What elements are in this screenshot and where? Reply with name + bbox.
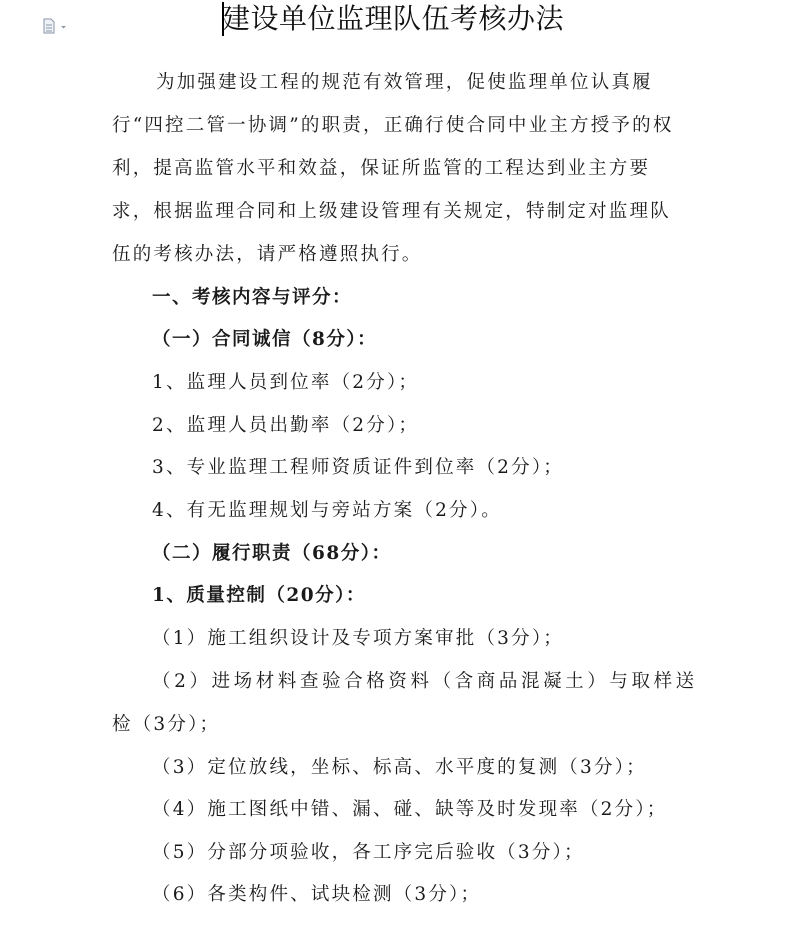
list-item: （1）施工组织设计及专项方案审批（3分）；	[152, 628, 564, 649]
intro-text: 为加强建设工程的规范有效管理，促使监理单位认真履行“四控二管一协调”的职责，正确行使合同中业主方授予的权利，提高监管水平和效益，保证所监管的工程达到业主方要求，根据监理合同和上级建设管理有关规定，特制定对监理队伍的考核办法，请严格遵照执行。	[112, 72, 674, 265]
document-title: 建设单位监理队伍考核办法	[222, 2, 565, 35]
document-icon[interactable]	[42, 18, 68, 34]
item-heading-quality: 1、质量控制（20分）：	[152, 585, 366, 606]
list-item: 4、有无监理规划与旁站方案（2分）。	[152, 500, 502, 521]
list-item: 2、监理人员出勤率（2分）；	[152, 415, 420, 436]
list-item: 3、专业监理工程师资质证件到位率（2分）；	[152, 457, 564, 478]
subsection-heading-contract: （一）合同诚信（8分）：	[152, 329, 378, 350]
list-item: （3）定位放线，坐标、标高、水平度的复测（3分）；	[152, 757, 647, 778]
subsection-heading-duties: （二）履行职责（68分）：	[152, 543, 392, 564]
list-item: （5）分部分项验收，各工序完后验收（3分）；	[152, 842, 585, 863]
section-heading-1: 一、考核内容与评分：	[152, 287, 353, 308]
list-item: （2）进场材料查验合格资料（含商品混凝土）与取样送	[152, 671, 698, 692]
intro-paragraph	[112, 61, 687, 276]
list-item: （4）施工图纸中错、漏、碰、缺等及时发现率（2分）；	[152, 799, 668, 820]
list-item: （6）各类构件、试块检测（3分）；	[152, 884, 482, 905]
list-item: 1、监理人员到位率（2分）；	[152, 372, 420, 393]
list-item-continuation: 检（3分）；	[112, 714, 221, 735]
